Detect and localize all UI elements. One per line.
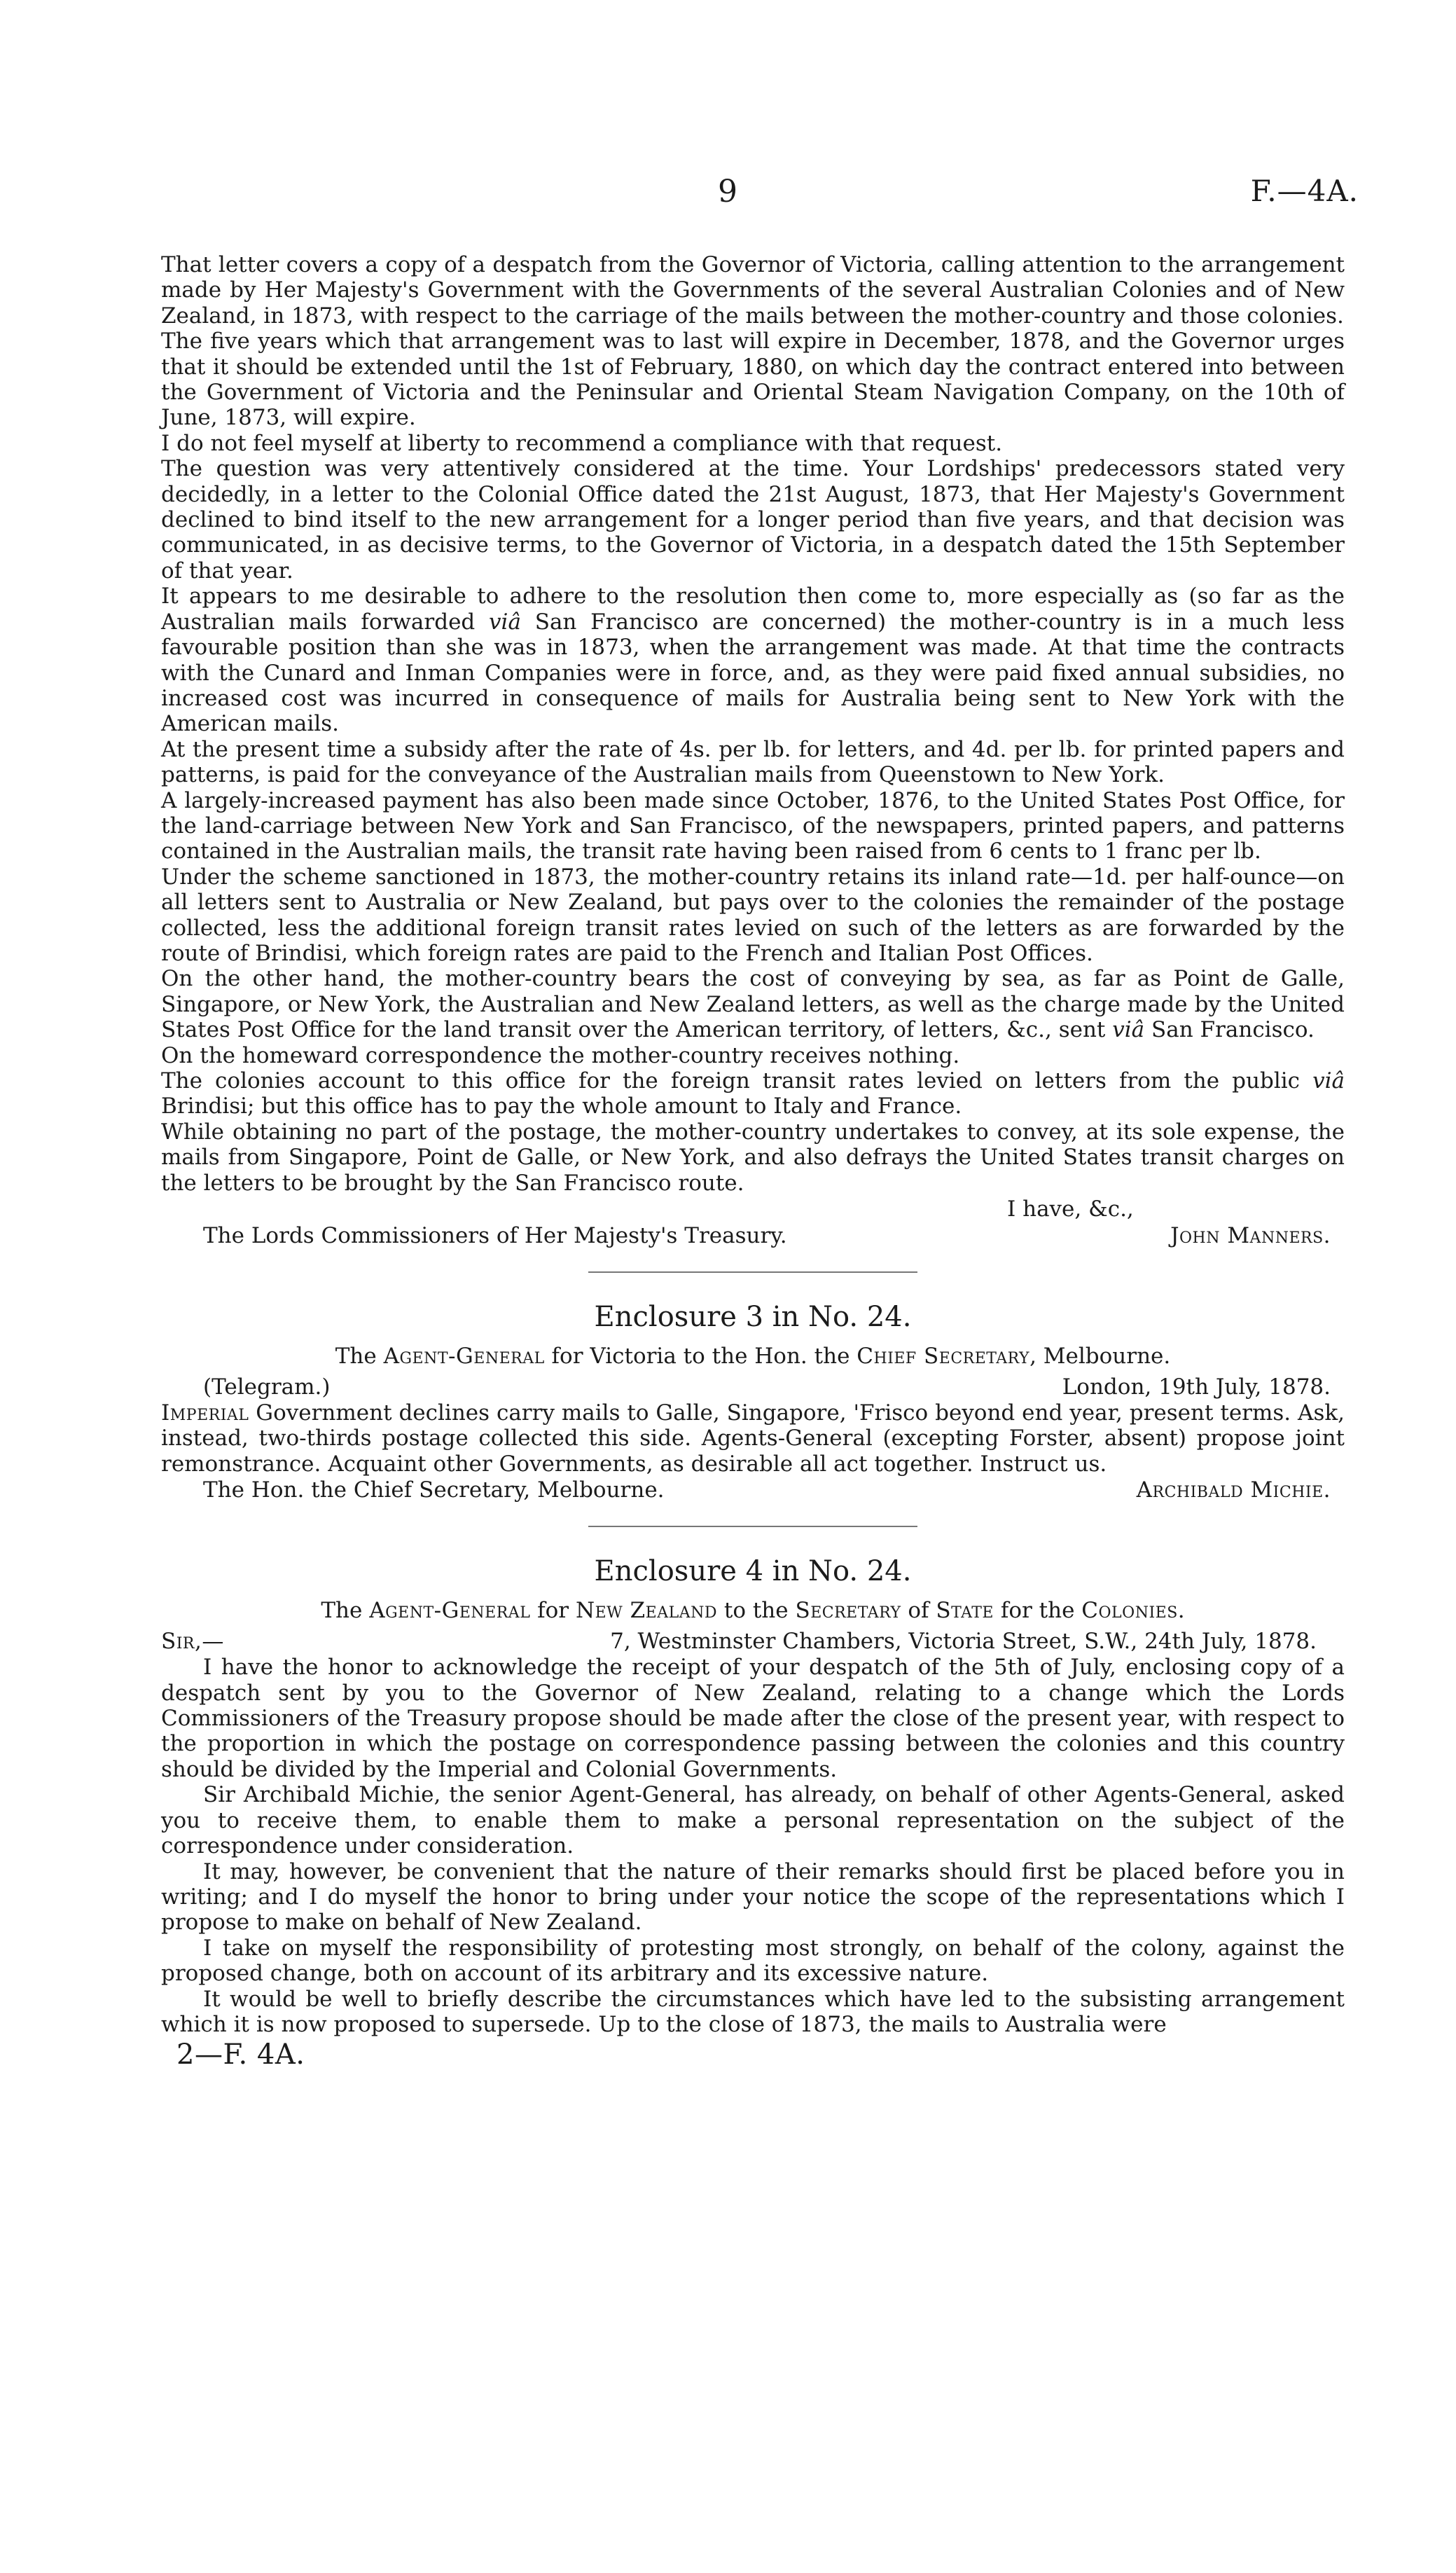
enclosure-4-heading (161, 1597, 1345, 1624)
enclosure-3-signoff (161, 1477, 1345, 1503)
letter-paragraph (161, 966, 1345, 1042)
letter-paragraph: On the homeward correspondence the mother-country receives nothing. (161, 1042, 960, 1068)
text-run: Imperial (161, 1400, 249, 1426)
letter-closing: I have, &c., (1007, 1196, 1134, 1222)
text-run: Chief Secretary (857, 1344, 1030, 1370)
letter-paragraph: I do not feel myself at liberty to recommend a compliance with that request. (161, 430, 1003, 456)
text-run: The (321, 1598, 370, 1624)
enclosure-3-addressee: The Hon. the Chief Secretary, Melbourne. (203, 1477, 665, 1503)
text-run: State (936, 1598, 994, 1624)
text-run: Colonies (1081, 1598, 1178, 1624)
letter-paragraph (161, 1068, 1345, 1119)
letter-paragraph: The five years which that arrangement was to last will expire in December, 1878, and the Governor urges that it should be extended until the 1st of February, 1880, on which day the contract entered into between the Government of Victoria and the Peninsular and Oriental Steam Navigation Company, on the 10th of June, 1873, will expire. (161, 329, 1345, 431)
page-number: 9 (718, 174, 737, 209)
letter-addressee: The Lords Commissioners of Her Majesty's Treasury. (203, 1223, 787, 1249)
text-run: Agent-General (383, 1344, 545, 1370)
address-date: 7, Westminster Chambers, Victoria Street, S.W., 24th July, 1878. (610, 1629, 1317, 1655)
text-run: It appears to me desirable to adhere to the resolution then come to, more especially as (so far as the Australian mails forwarded (161, 584, 1345, 635)
text-run: The (335, 1344, 384, 1370)
letter-paragraph: It would be well to briefly describe the circumstances which have led to the subsisting arrangement which it is now proposed to supersede. Up to the close of 1873, the mails to Australia were (161, 1986, 1345, 2037)
text-run: San Francisco. (1144, 1017, 1315, 1043)
section-divider (588, 1526, 917, 1527)
letter-paragraph: At the present time a subsidy after the rate of 4s. per lb. for letters, and 4d. per lb. for printed papers and patterns, is paid for the conveyance of the Australian mails from Queenstown to New York. (161, 736, 1345, 788)
text-run: . (1177, 1598, 1185, 1624)
text-run: Government declines carry mails to Galle, Singapore, 'Frisco beyond end year, present terms. Ask, instead, two-thirds postage collected this side. Agents-General (excepting Forster, absent) propose joint remonstrance. Acquaint other Governments, as desirable all act together. Instruct us. (161, 1400, 1345, 1477)
italic-via: viâ (1312, 1068, 1345, 1094)
document-reference: F.—4A. (1250, 174, 1359, 208)
letter-paragraph: Under the scheme sanctioned in 1873, the mother-country retains its inland rate—1d. per half-ounce—on all letters sent to Australia or New Zealand, but pays over to the colonies the remainder of the postage collected, less the additional foreign transit rates levied on such of the letters as are forwarded by the route of Brindisi, which foreign rates are paid to the French and Italian Post Offices. (161, 864, 1345, 966)
text-run: Brindisi; but this office has to pay the whole amount to Italy and France. (161, 1094, 962, 1119)
text-run: of (901, 1598, 936, 1624)
text-run: San Francisco are concerned) the mother-country is in a much less favourable position than she was in 1873, when the arrangement was made. At that time the contracts with the Cunard and Inman Companies were in force, and, as they were paid fixed annual subsidies, no increased cost was incurred in consequence of mails for Australia being sent to New York with the American mails. (161, 609, 1345, 737)
text-run: for the (994, 1598, 1082, 1624)
letter-paragraph: A largely-increased payment has also been made since October, 1876, to the United States Post Office, for the land-carriage between New York and San Francisco, of the newspapers, printed papers, and patterns contained in the Australian mails, the transit rate having been raised from 6 cents to 1 franc per lb. (161, 787, 1345, 864)
text-run: New Zealand (575, 1598, 718, 1624)
telegram-line (161, 1374, 1345, 1400)
page-header (161, 174, 1359, 216)
enclosure-4 (161, 1555, 1345, 2037)
italic-via: viâ (1112, 1017, 1145, 1043)
letter-signoff (161, 1222, 1345, 1249)
enclosure-3-heading (161, 1343, 1345, 1370)
salutation: Sir,— (161, 1629, 224, 1655)
text-run: On the other hand, the mother-country bears the cost of conveying by sea, as far as Point de Galle, Singapore, or New York, the Australian and New Zealand letters, as well as the charge made by the United States Post Office for the land transit over the American territory, of letters, &c., sent (161, 966, 1345, 1043)
letter-paragraph: Sir Archibald Michie, the senior Agent-General, has already, on behalf of other Agents-General, asked you to receive them, to enable them to make a personal representation on the subject of the correspondence under consideration. (161, 1782, 1345, 1859)
italic-via: viâ (489, 609, 521, 635)
letter-signature: John Manners. (1170, 1223, 1331, 1249)
text-run: to the (717, 1598, 796, 1624)
letter-paragraph: While obtaining no part of the postage, the mother-country undertakes to convey, at its sole expense, the mails from Singapore, Point de Galle, or New York, and also defrays the United States transit charges on the letters to be brought by the San Francisco route. (161, 1119, 1345, 1196)
telegram-body (161, 1400, 1345, 1477)
enclosure-3-title: Enclosure 3 in No. 24. (594, 1301, 912, 1334)
salutation-line (161, 1628, 1345, 1655)
letter-paragraph: I have the honor to acknowledge the receipt of your despatch of the 5th of July, enclosing copy of a despatch sent by you to the Governor of New Zealand, relating to a change which the Lords Commissioners of the Treasury propose should be made after the close of the present year, with respect to the proportion in which the postage on correspondence passing between the colonies and this country should be divided by the Imperial and Colonial Governments. (161, 1655, 1345, 1782)
enclosure-4-title: Enclosure 4 in No. 24. (594, 1555, 912, 1588)
signature-mark: 2—F. 4A. (176, 2039, 305, 2071)
letter-paragraph: I take on myself the responsibility of protesting most strongly, on behalf of the colony, against the proposed change, both on account of its arbitrary and its excessive nature. (161, 1935, 1345, 1987)
text-run: Agent-General (369, 1598, 531, 1624)
enclosure-3-signature: Archibald Michie. (1136, 1477, 1331, 1503)
letter-paragraph: The question was very attentively considered at the time. Your Lordships' predecessors stated very decidedly, in a letter to the Colonial Office dated the 21st August, 1873, that Her Majesty's Government declined to bind itself to the new arrangement for a longer period than five years, and that decision was communicated, in as decisive terms, to the Governor of Victoria, in a despatch dated the 15th September of that year. (161, 456, 1345, 584)
section-divider (588, 1271, 917, 1273)
letter-paragraph: It may, however, be convenient that the nature of their remarks should first be placed before you in writing; and I do myself the honor to bring under your notice the scope of the representations which I propose to make on behalf of New Zealand. (161, 1858, 1345, 1936)
text-run: Secretary (795, 1598, 901, 1624)
text-run: , Melbourne. (1029, 1344, 1171, 1370)
text-run: for Victoria to the Hon. the (544, 1344, 857, 1370)
letter-paragraph: That letter covers a copy of a despatch from the Governor of Victoria, calling attention to the arrangement made by Her Majesty's Government with the Governments of the several Australian Colonies and of New Zealand, in 1873, with respect to the carriage of the mails between the mother-country and those colonies. (161, 252, 1345, 329)
document-page (161, 174, 1359, 2071)
telegram-label: (Telegram.) (203, 1374, 331, 1400)
telegram-place-date: London, 19th July, 1878. (1062, 1374, 1331, 1400)
text-run: The colonies account to this office for the foreign transit rates levied on letters from the public (161, 1068, 1313, 1094)
enclosure-3 (161, 1301, 1345, 1503)
letter-body (161, 252, 1345, 1249)
text-run: for (530, 1598, 576, 1624)
letter-paragraph (161, 584, 1345, 736)
